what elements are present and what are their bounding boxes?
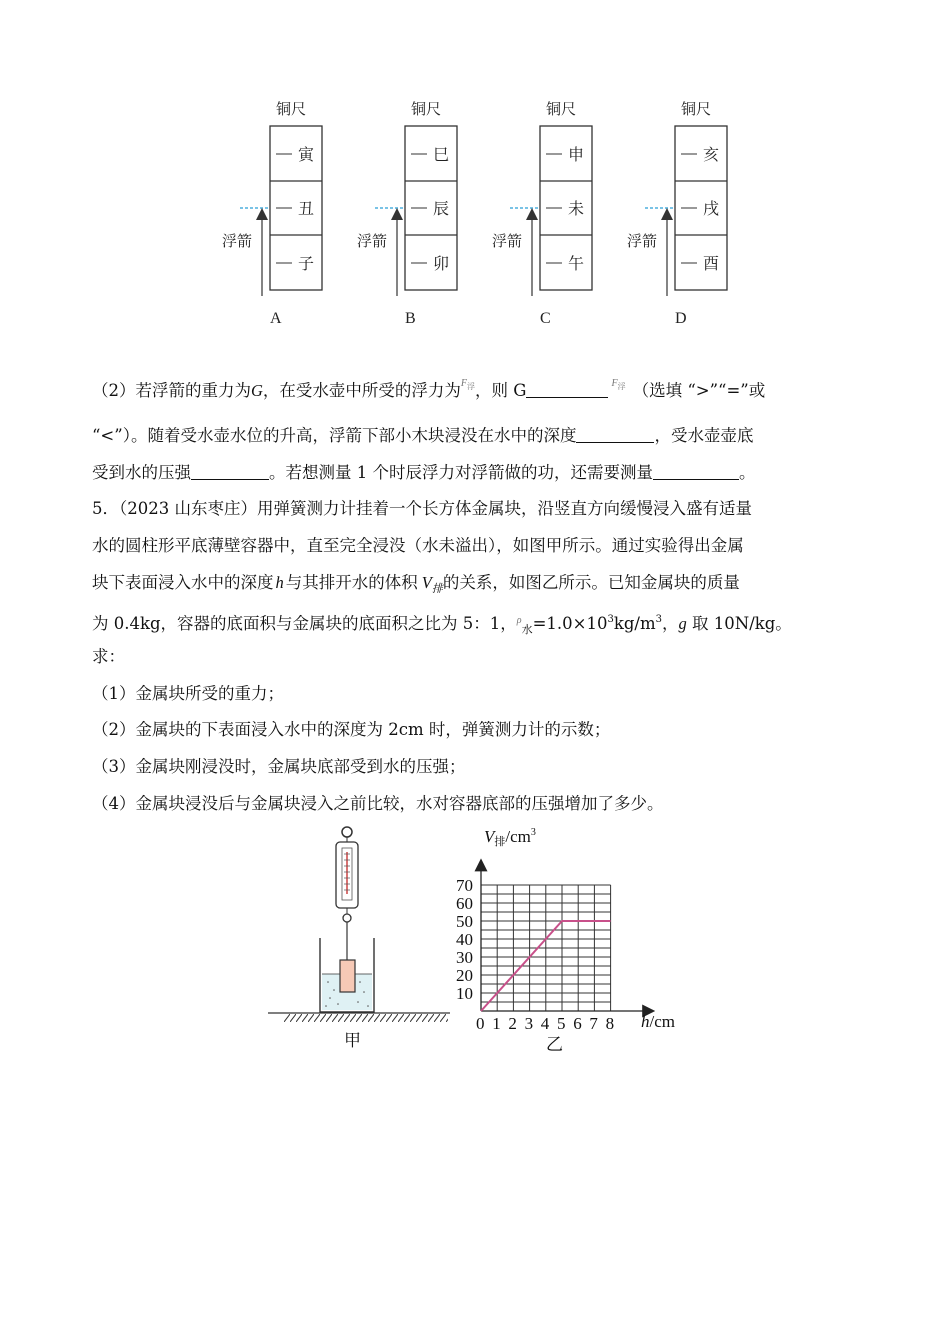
ruler-mark: 卯 <box>433 254 450 273</box>
y-axis-label: V排$/cm^3$ <box>484 827 536 848</box>
sub-question-4: （4）金属块浸没后与金属块浸入之前比较，水对容器底部的压强增加了多少。 <box>92 794 664 813</box>
answer-blank[interactable] <box>191 463 269 480</box>
x-tick-label: 7 <box>589 1014 598 1033</box>
x-axis-label: h/cm <box>641 1012 675 1031</box>
ruler-mark: 未 <box>568 199 585 218</box>
chart-ticks <box>456 876 614 1033</box>
sub-question-2: （2）金属块的下表面浸入水中的深度为 2cm 时，弹簧测力计的示数； <box>92 720 611 739</box>
ruler-mark: 亥 <box>703 145 720 164</box>
y-tick-label: 20 <box>456 966 473 985</box>
ruler-mark: 寅 <box>298 145 315 164</box>
q5-line-4: 为 0.4kg，容器的底面积与金属块的底面积之比为 5：1，$^\rho_水=1.0\times 10^3kg/m^3$，g 取 10N/kg。 <box>92 614 792 636</box>
float-arrow-label: 浮箭 <box>492 232 523 250</box>
y-tick-label: 50 <box>456 912 473 931</box>
ruler-mark: 巳 <box>433 145 450 164</box>
y-tick-label: 10 <box>456 984 473 1003</box>
answer-blank[interactable] <box>653 463 739 480</box>
ruler-mark: 戌 <box>703 199 720 218</box>
figure-yi-graph <box>450 822 700 1062</box>
float-arrow-label: 浮箭 <box>357 232 388 250</box>
x-tick-label: 4 <box>540 1014 550 1033</box>
x-tick-label: 8 <box>605 1014 615 1033</box>
figure-jia <box>260 822 460 1062</box>
ruler-title: 铜尺 <box>546 100 577 118</box>
option-label-c: C <box>540 310 551 327</box>
q5-line-3: 块下表面浸入水中的深度 h 与其排开水的体积 $V_排$的关系，如图乙所示。已知金属块的质量 <box>92 573 740 595</box>
ruler-mark: 午 <box>568 254 585 273</box>
ruler-title: 铜尺 <box>276 100 307 118</box>
chart-grid <box>481 885 611 1011</box>
q2-line-3: 受到水的压强 。若想测量 1 个时辰浮力对浮箭做的功，还需要测量 。 <box>92 463 756 482</box>
ruler-figure <box>0 0 950 340</box>
figure-caption-yi: 乙 <box>546 1035 563 1055</box>
q5-line-1: 5．（2023 山东枣庄）用弹簧测力计挂着一个长方体金属块，沿竖直方向缓慢浸入盛有适量 <box>92 499 752 518</box>
answer-blank[interactable] <box>526 381 608 398</box>
ruler-mark: 子 <box>298 254 315 273</box>
figure-caption-jia: 甲 <box>344 1031 361 1051</box>
q2-line-2: “<”）。随着受水壶水位的升高，浮箭下部小木块浸没在水中的深度 ，受水壶壶底 <box>92 426 754 445</box>
ruler-a <box>222 100 322 327</box>
y-tick-label: 60 <box>456 894 473 913</box>
option-label-a: A <box>270 310 282 327</box>
ruler-mark: 酉 <box>703 254 720 273</box>
ruler-mark: 辰 <box>433 199 450 218</box>
q2-line-1: （2）若浮箭的重力为G，在受水壶中所受的浮力为$^{F_浮}$，则 G $^{F_浮}$ （选填 “>”“=”或 <box>92 378 766 400</box>
ruler-title: 铜尺 <box>411 100 442 118</box>
answer-blank[interactable] <box>576 426 654 443</box>
q5-line-5: 求： <box>92 647 125 666</box>
option-label-b: B <box>405 310 416 327</box>
y-tick-label: 30 <box>456 948 473 967</box>
ruler-d <box>627 100 727 327</box>
option-label-d: D <box>675 310 687 327</box>
sub-question-1: （1）金属块所受的重力； <box>92 684 284 703</box>
ruler-c <box>492 100 592 327</box>
y-tick-label: 70 <box>456 876 473 895</box>
float-arrow-label: 浮箭 <box>222 232 253 250</box>
x-tick-label: 3 <box>524 1014 534 1033</box>
x-tick-label: 5 <box>557 1014 566 1033</box>
ruler-title: 铜尺 <box>681 100 712 118</box>
x-tick-label: 0 <box>476 1014 485 1033</box>
x-tick-label: 1 <box>492 1014 501 1033</box>
q5-line-2: 水的圆柱形平底薄壁容器中，直至完全浸没（水未溢出），如图甲所示。通过实验得出金属 <box>92 536 744 555</box>
ruler-mark: 申 <box>568 145 585 164</box>
x-tick-label: 6 <box>573 1014 582 1033</box>
chart-axes <box>481 861 653 1011</box>
x-tick-label: 2 <box>508 1014 517 1033</box>
ruler-b <box>357 100 457 327</box>
float-arrow-label: 浮箭 <box>627 232 658 250</box>
sub-question-3: （3）金属块刚浸没时，金属块底部受到水的压强； <box>92 757 466 776</box>
y-tick-label: 40 <box>456 930 473 949</box>
ruler-mark: 丑 <box>298 199 315 218</box>
